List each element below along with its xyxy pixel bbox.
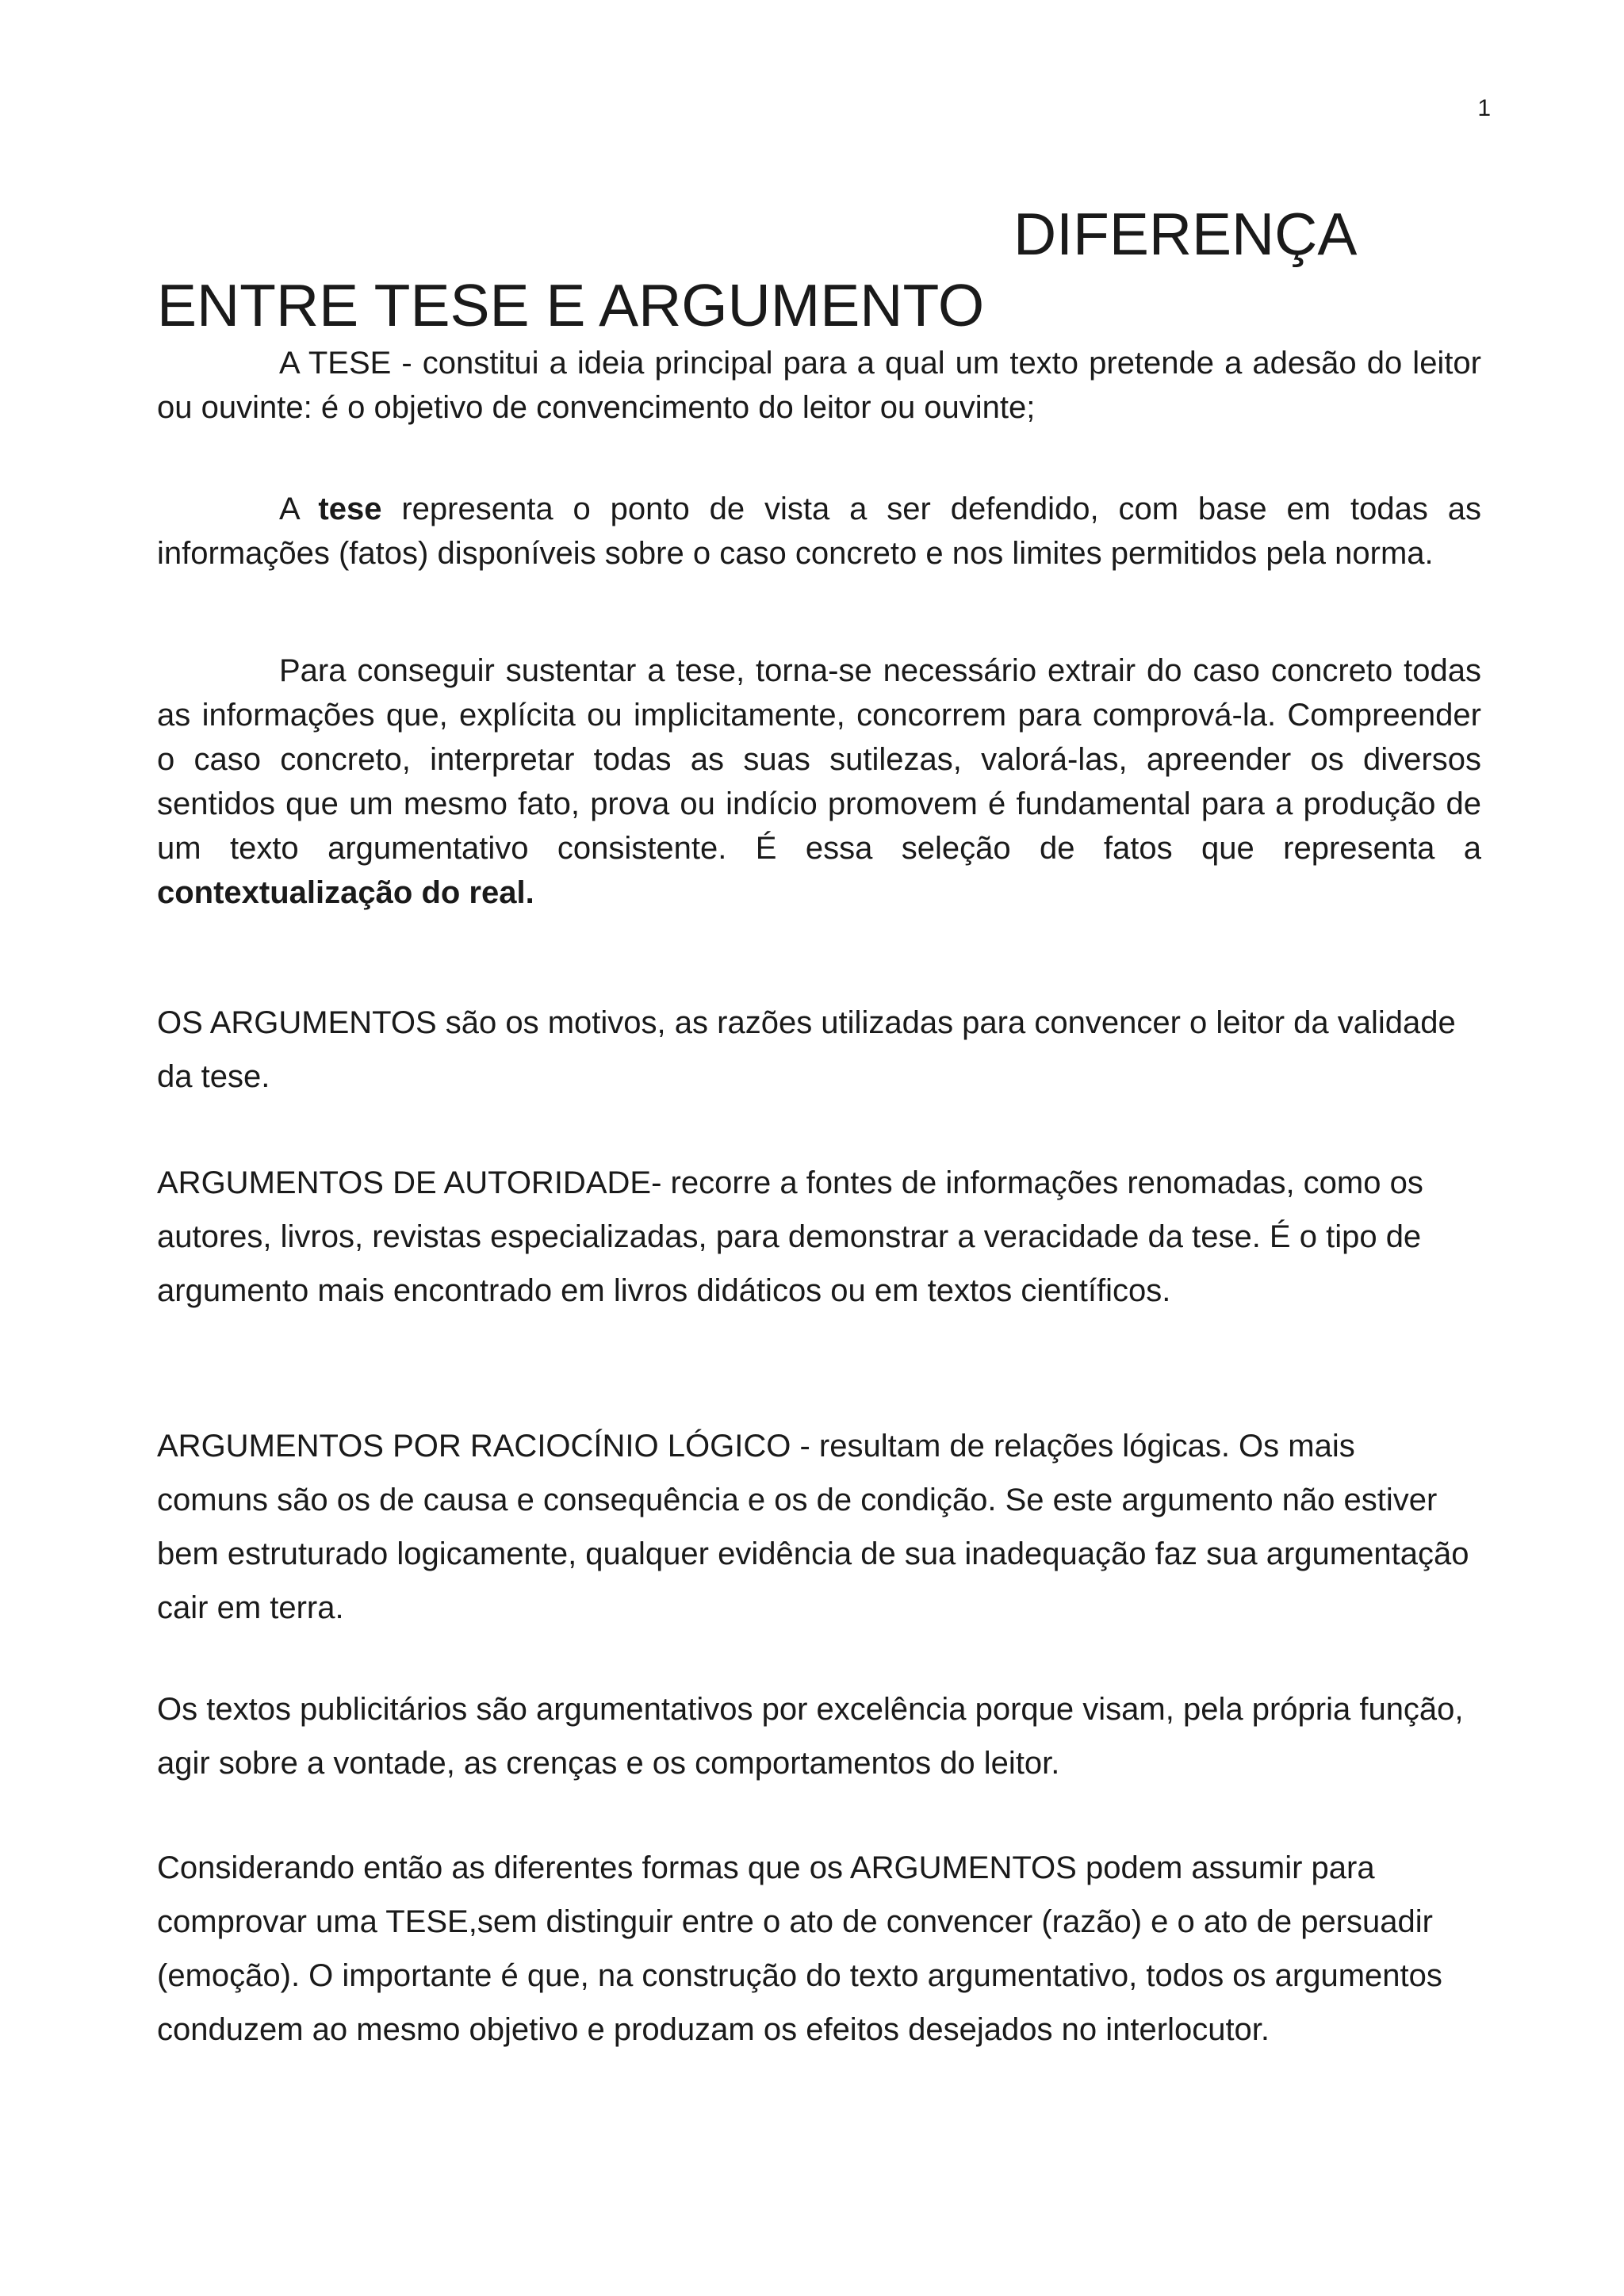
paragraph-1-block bbox=[157, 341, 1481, 430]
paragraph-5: ARGUMENTOS DE AUTORIDADE- recorre a fontes de informações renomadas, como os autores, livros, revistas especializadas, para demonstrar a veracidade da tese. É o tipo de argumento mais encontrado em livros didáticos ou em textos científicos. bbox=[157, 1165, 1423, 1308]
paragraph-2-start: A bbox=[279, 492, 319, 526]
paragraph-3-text: Para conseguir sustentar a tese, torna-se necessário extrair do caso concreto todas as informações que, explícita ou implicitamente, concorrem para comprová-la. Compreender o caso concreto, interpretar todas as suas sutilezas, valorá-las, apreender os diversos sentidos que um mesmo fato, prova ou indício promovem é fundamental para a produção de um texto argumentativo consistente. É essa seleção de fatos que representa a bbox=[157, 653, 1481, 866]
page-number: 1 bbox=[1477, 95, 1491, 121]
title-line-2: ENTRE TESE E ARGUMENTO bbox=[157, 272, 985, 339]
paragraph-8: Considerando então as diferentes formas que os ARGUMENTOS podem assumir para comprovar uma TESE,sem distinguir entre o ato de convencer (razão) e o ato de persuadir (emoção). O importante é que, na construção do texto argumentativo, todos os argumentos conduzem ao mesmo objetivo e produzam os efeitos desejados no interlocutor. bbox=[157, 1850, 1442, 2047]
paragraph-6: ARGUMENTOS POR RACIOCÍNIO LÓGICO - resultam de relações lógicas. Os mais comuns são os de causa e consequência e os de condição. Se este argumento não estiver bem estruturado logicamente, qualquer evidência de sua inadequação faz sua argumentação cair em terra. bbox=[157, 1429, 1469, 1625]
paragraph-3-bold: contextualização do real. bbox=[157, 875, 534, 910]
paragraph-2 bbox=[157, 487, 1481, 576]
paragraph-3 bbox=[157, 649, 1481, 915]
paragraph-4: OS ARGUMENTOS são os motivos, as razões utilizadas para convencer o leitor da validade da tese. bbox=[157, 1005, 1456, 1094]
paragraph-7-block bbox=[157, 1682, 1481, 1790]
paragraph-2-bold: tese bbox=[318, 492, 382, 526]
paragraph-1: A TESE - constitui a ideia principal para a qual um texto pretende a adesão do leitor ou ouvinte: é o objetivo de convencimento do leitor ou ouvinte; bbox=[157, 346, 1481, 425]
paragraph-2-block bbox=[157, 487, 1481, 576]
paragraph-2-rest: representa o ponto de vista a ser defendido, com base em todas as informações (fatos) disponíveis sobre o caso concreto e nos limites permitidos pela norma. bbox=[157, 492, 1481, 571]
paragraph-6-block bbox=[157, 1419, 1481, 1635]
title-line-1: DIFERENÇA bbox=[1013, 201, 1358, 267]
paragraph-5-block bbox=[157, 1156, 1481, 1318]
paragraph-3-block bbox=[157, 649, 1481, 915]
paragraph-7: Os textos publicitários são argumentativos por excelência porque visam, pela própria função, agir sobre a vontade, as crenças e os comportamentos do leitor. bbox=[157, 1692, 1464, 1781]
paragraph-4-block bbox=[157, 996, 1481, 1104]
paragraph-8-block bbox=[157, 1841, 1481, 2057]
